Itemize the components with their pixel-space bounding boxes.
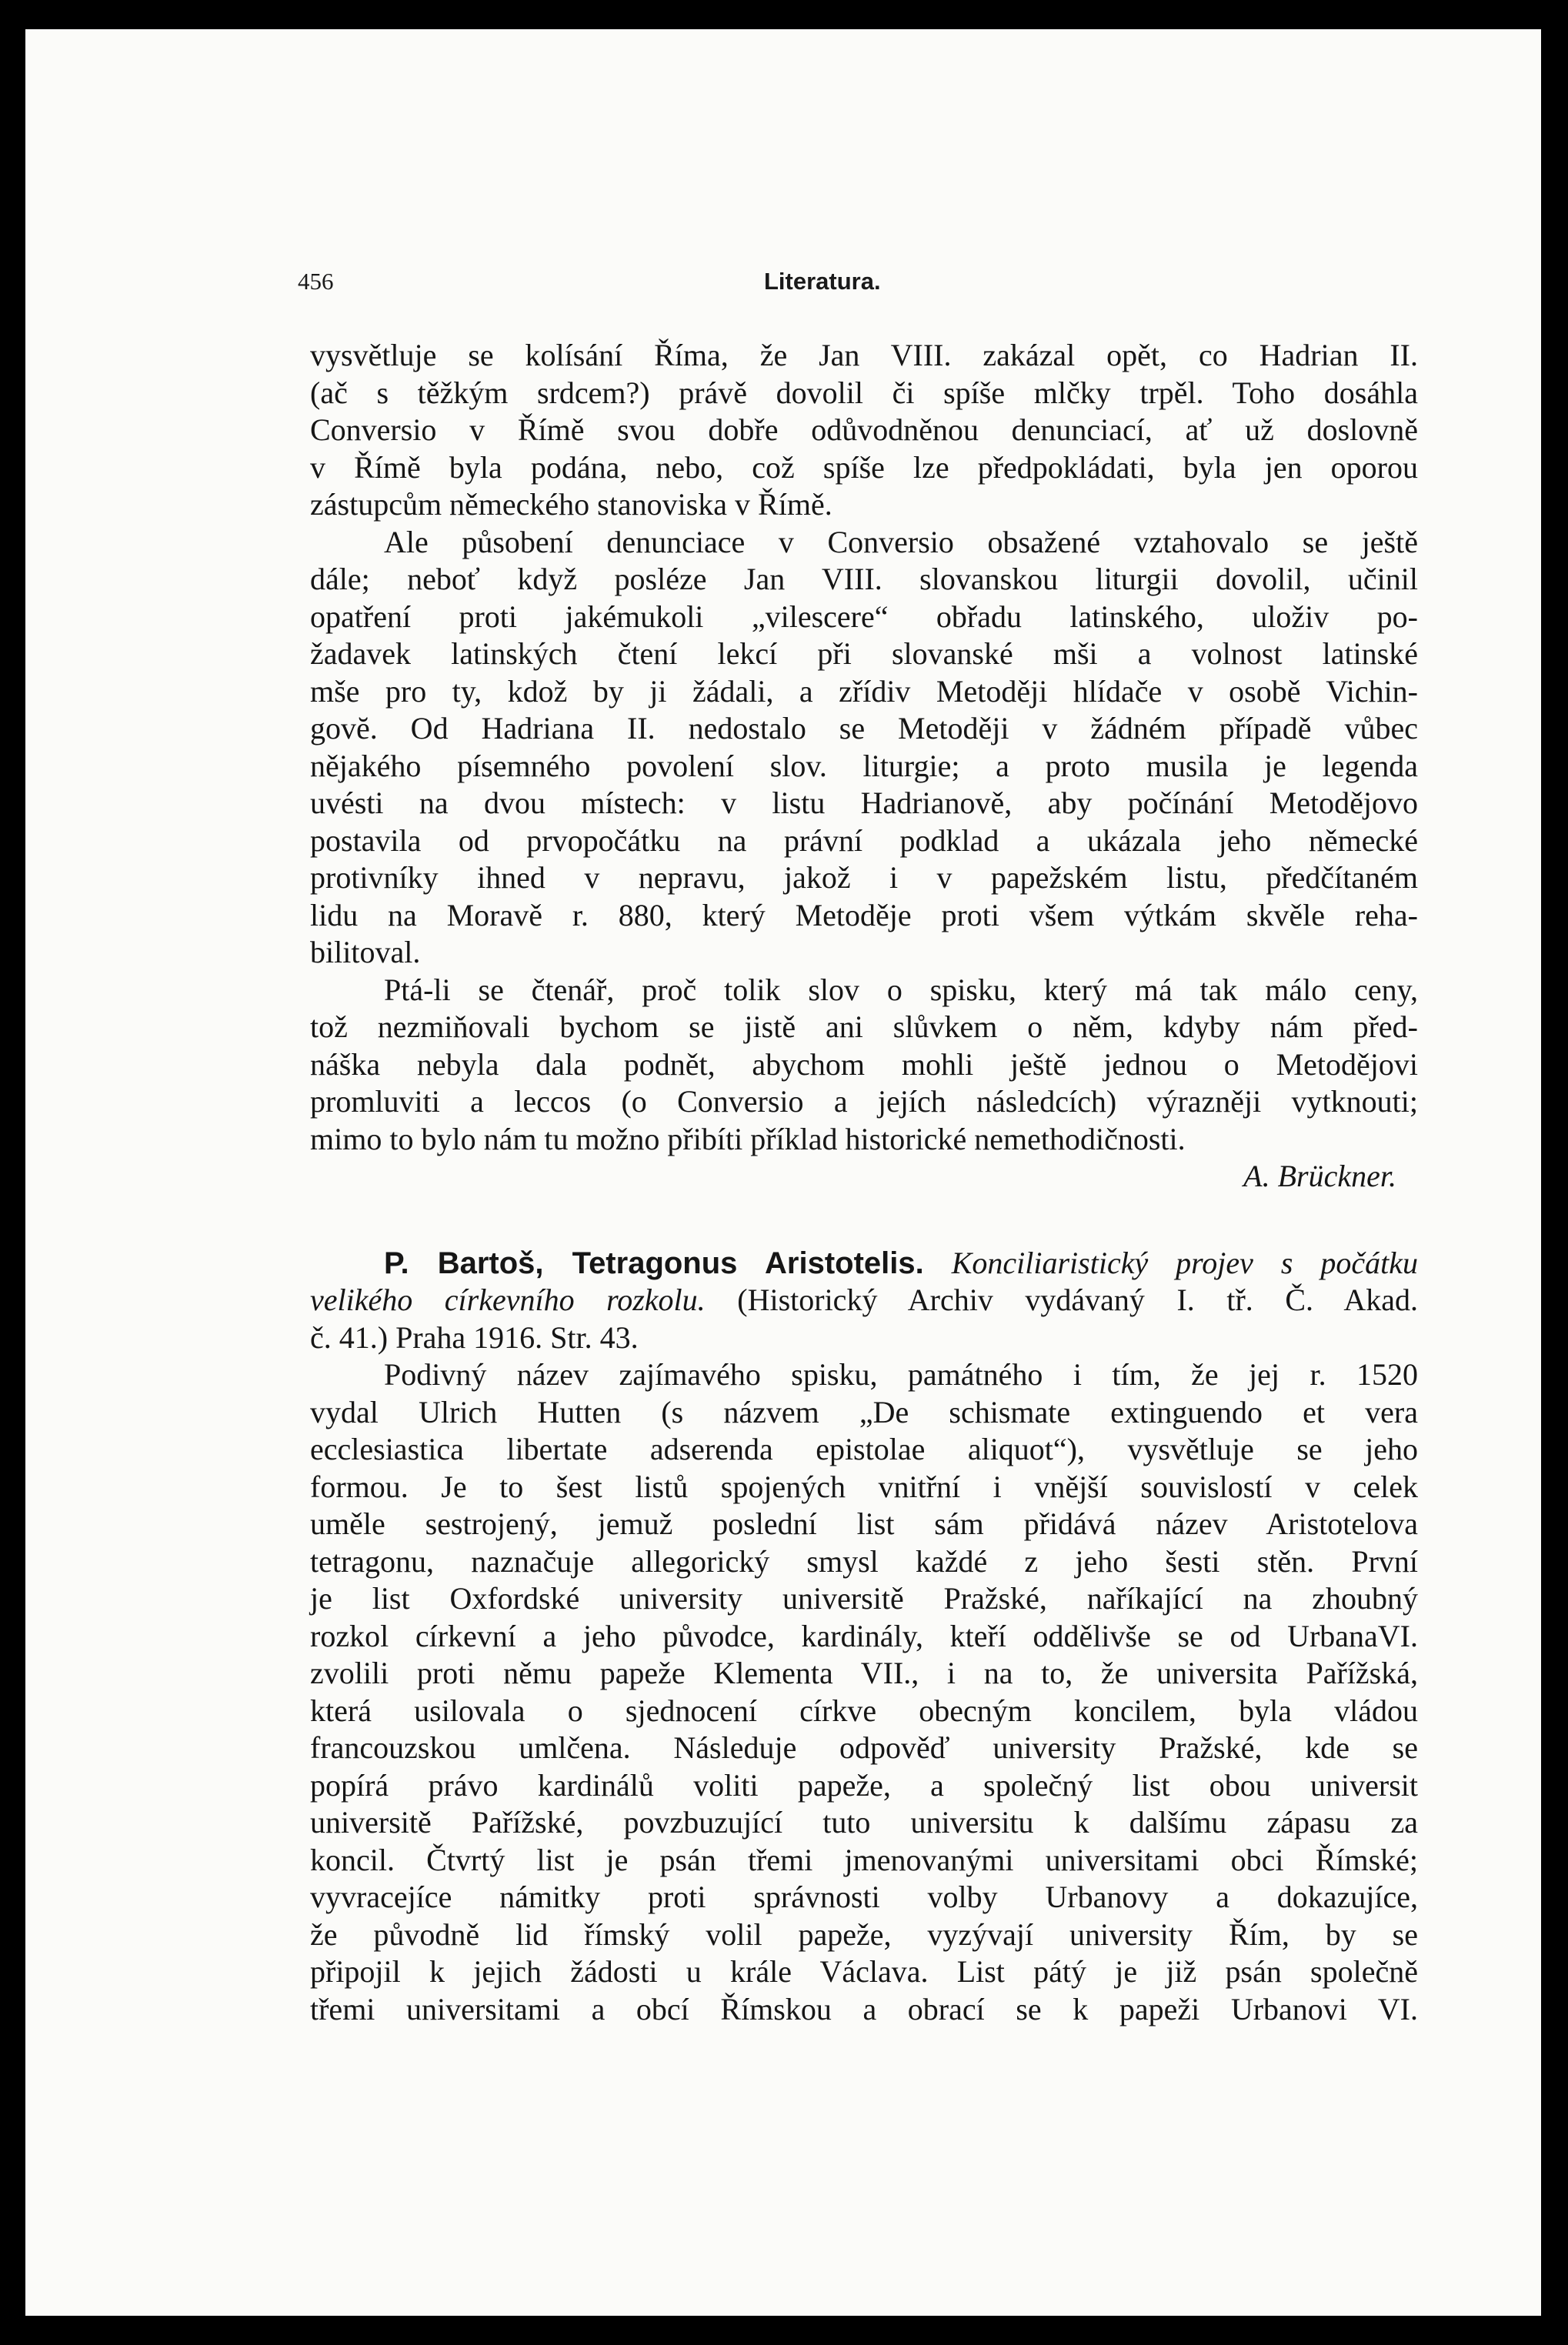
text-line: v Římě byla podána, nebo, což spíše lze předpokládati, byla jen oporou (310, 449, 1418, 485)
text-line: tož nezmiňovali bychom se jistě ani slůvkem o něm, kdyby nám před- (310, 1009, 1418, 1044)
paragraph (310, 972, 1418, 1196)
review-author-title: P. Bartoš, Tetragonus Aristotelis. (384, 1246, 924, 1280)
review-subtitle: Konciliaristický projev s počátku (951, 1245, 1418, 1280)
text-line: tetragonu, naznačuje allegorický smysl každé z jeho šesti stěn. První (310, 1543, 1418, 1579)
text-line: která usilovala o sjednocení církve obecným koncilem, byla vládou (310, 1693, 1418, 1728)
text-line: vysvětluje se kolísání Říma, že Jan VIII. zakázal opět, co Hadrian II. (310, 338, 1418, 372)
text-line: zástupcům německého stanoviska v Římě. (310, 487, 832, 522)
review-subtitle: velikého církevního rozkolu. (310, 1283, 706, 1317)
paragraph-continuation (310, 337, 1418, 524)
review-heading-line (310, 1245, 1418, 1283)
text-line: opatření proti jakémukoli „vilescere“ obřadu latinského, uloživ po- (310, 599, 1418, 634)
text-line: bilitoval. (310, 935, 421, 969)
text-line: žadavek latinských čtení lekcí při slovanské mši a volnost latinské (310, 636, 1418, 671)
text-line: uměle sestrojený, jemuž poslední list sám přidává název Aristotelova (310, 1506, 1418, 1541)
document-page (25, 29, 1541, 2316)
text-line: formou. Je to šest listů spojených vnitřní i vnější souvislostí v celek (310, 1469, 1418, 1504)
text-line: vyvracejíce námitky proti správnosti volby Urbanovy a dokazujíce, (310, 1880, 1418, 1914)
paragraph (310, 524, 1418, 972)
text-line: nějakého písemného povolení slov. liturgie; a proto musila je legenda (310, 748, 1418, 783)
text-line: je list Oxfordské university universitě Pražské, naříkající na zhoubný (310, 1581, 1418, 1616)
text-line: Ale působení denunciace v Conversio obsažené vztahovalo se ještě (384, 524, 1418, 559)
text-line: govĕ. Od Hadriana II. nedostalo se Metoději v žádném případě vůbec (310, 711, 1418, 746)
text-line: třemi universitami a obcí Římskou a obrací se k papeži Urbanovi VI. (310, 1991, 1418, 2026)
body-text (310, 337, 1418, 2028)
text-line: mimo to bylo nám tu možno přibíti příklad historické nemethodičnosti. (310, 1121, 1186, 1156)
running-title: Literatura. (764, 268, 881, 295)
text-line: protivníky ihned v nepravu, jakož i v papežském listu, předčítaném (310, 860, 1418, 895)
text-line: koncil. Čtvrtý list je psán třemi jmenovanými universitami obci Římské; (310, 1842, 1418, 1877)
review-series: (Historický Archiv vydávaný I. tř. Č. Akad. (737, 1283, 1419, 1317)
page-header (25, 268, 1541, 306)
text-line: postavila od prvopočátku na právní podklad a ukázala jeho německé (310, 822, 1418, 858)
review-publication: č. 41.) Praha 1916. Str. 43. (310, 1319, 639, 1355)
text-line: (ač s těžkým srdcem?) právě dovolil či spíše mlčky trpěl. Toho dosáhla (310, 375, 1418, 410)
text-line: že původně lid římský volil papeže, vyzývají university Řím, by se (310, 1916, 1418, 1952)
page-number: 456 (298, 268, 334, 295)
text-line: universitě Pařížské, povzbuzující tuto universitu k dalšímu zápasu za (310, 1805, 1418, 1840)
review-heading-line (310, 1282, 1418, 1319)
text-line: rozkol církevní a jeho původce, kardinály, kteří oddělivše se od UrbanaVI. (310, 1618, 1418, 1653)
text-line: francouzskou umlčena. Následuje odpověď university Pražské, kde se (310, 1730, 1418, 1765)
text-line: lidu na Moravě r. 880, který Metoděje proti všem výtkám skvěle reha- (310, 897, 1418, 932)
text-line: připojil k jejich žádosti u krále Václava. List pátý je již psán společně (310, 1954, 1418, 1989)
text-line: ecclesiastica libertate adserenda epistolae aliquot“), vysvětluje se jeho (310, 1432, 1418, 1466)
review-entry (310, 1245, 1418, 2029)
text-line: vydal Ulrich Hutten (s názvem „De schismate extinguendo et vera (310, 1394, 1418, 1429)
text-line: popírá právo kardinálů voliti papeže, a společný list obou universit (310, 1767, 1418, 1803)
text-line: náška nebyla dala podnět, abychom mohli ještě jednou o Metodějovi (310, 1046, 1418, 1082)
text-line: dále; neboť když posléze Jan VIII. slovanskou liturgii dovolil, učinil (310, 562, 1418, 596)
text-line: promluviti a leccos (o Conversio a jejích následcích) výrazněji vytknouti; (310, 1084, 1418, 1119)
text-line: zvolili proti němu papeže Klementa VII., i na to, že universita Pařížská, (310, 1656, 1418, 1690)
text-line: Conversio v Římě svou dobře odůvodněnou denunciací, ať už doslovně (310, 412, 1418, 447)
text-line: Ptá-li se čtenář, proč tolik slov o spisku, který má tak málo ceny, (384, 972, 1418, 1007)
text-line: Podivný název zajímavého spisku, památného i tím, že jej r. 1520 (384, 1357, 1418, 1392)
text-line: mše pro ty, kdož by ji žádali, a zřídiv Metoději hlídače v osobě Vichin- (310, 673, 1418, 709)
author-signature: A. Brückner. (1243, 1159, 1396, 1193)
text-line: uvésti na dvou místech: v listu Hadrianově, aby počínání Metodějovo (310, 786, 1418, 820)
section-gap (310, 1196, 1418, 1245)
